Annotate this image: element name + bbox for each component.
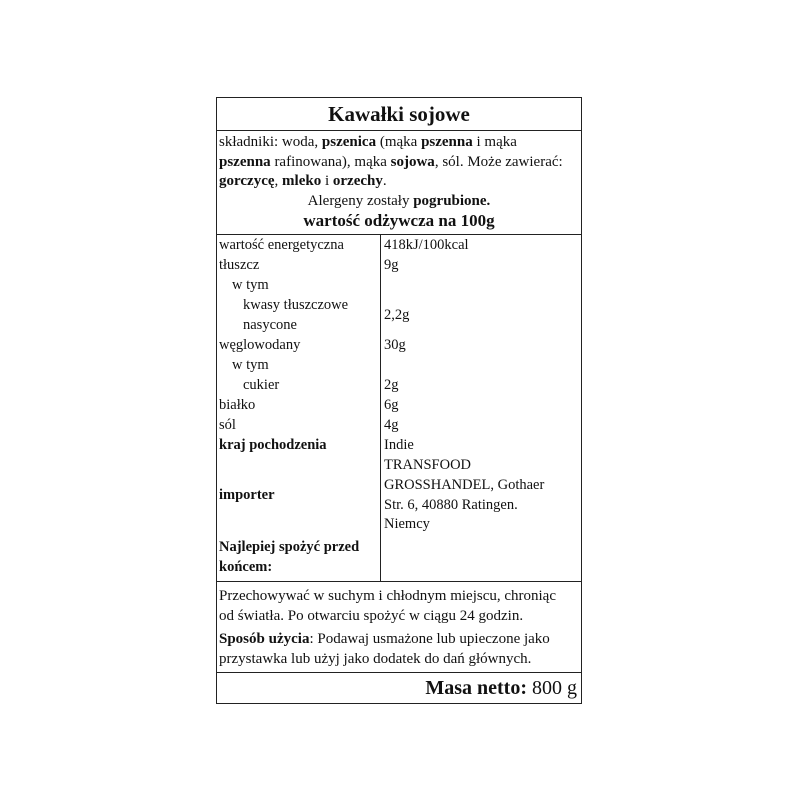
text-segment-3: i bbox=[321, 173, 333, 189]
bold-segment-1: pogrubione. bbox=[413, 192, 491, 209]
nutrition-row-energy bbox=[217, 235, 581, 255]
nutrition-row-fat bbox=[217, 255, 581, 275]
usage-line-2: przystawka lub użyj jako dodatek do dań głównych. bbox=[219, 651, 532, 668]
nutrition-row-sugar bbox=[217, 375, 581, 395]
ingredients-line-3 bbox=[219, 172, 579, 192]
energy-label: wartość energetyczna bbox=[217, 235, 381, 255]
best-before-label bbox=[217, 535, 381, 581]
importer-line-3: Str. 6, 40880 Ratingen. bbox=[384, 496, 518, 513]
nutrition-heading: wartość odżywcza na 100g bbox=[303, 211, 495, 230]
salt-value: 4g bbox=[384, 417, 399, 433]
saturates-label-line-1: kwasy tłuszczowe bbox=[243, 297, 349, 313]
origin-label: kraj pochodzenia bbox=[217, 435, 381, 455]
importer-row bbox=[217, 455, 581, 535]
nutrition-row-carbs-of-which bbox=[217, 355, 581, 375]
bold-segment-1: pszenica bbox=[321, 134, 377, 150]
fat-of-which-label: w tym bbox=[217, 275, 381, 295]
text-segment-1: , bbox=[274, 173, 283, 189]
ingredients-line-1 bbox=[219, 133, 579, 153]
bold-segment-4: orzechy bbox=[332, 173, 383, 189]
storage-line-2: od światła. Po otwarciu spożyć w ciągu 24 godzin. bbox=[219, 608, 524, 625]
fat-label: tłuszcz bbox=[217, 255, 381, 275]
bold-segment-2: sojowa bbox=[390, 153, 435, 170]
usage-label: Sposób użycia bbox=[219, 631, 310, 648]
carbs-of-which-label: w tym bbox=[217, 355, 381, 375]
carbs-label: węglowodany bbox=[217, 335, 381, 355]
sugar-value: 2g bbox=[384, 377, 399, 393]
bold-segment-3: pszenna bbox=[421, 134, 473, 150]
product-label bbox=[216, 97, 582, 704]
net-mass bbox=[217, 673, 581, 703]
best-before-label-line-1: Najlepiej spożyć przed bbox=[219, 539, 360, 556]
usage-instructions bbox=[217, 629, 581, 673]
best-before-value bbox=[381, 535, 581, 581]
importer-address bbox=[381, 455, 581, 535]
best-before-label-line-2: końcem: bbox=[219, 559, 273, 576]
importer-line-4: Niemcy bbox=[384, 516, 430, 533]
best-before-row bbox=[217, 535, 581, 582]
saturates-label bbox=[217, 295, 381, 335]
text-segment-3: , sól. Może zawierać: bbox=[434, 153, 563, 170]
protein-value: 6g bbox=[384, 397, 399, 413]
text-segment-5: . bbox=[382, 173, 387, 189]
storage-instructions bbox=[217, 582, 581, 629]
storage-line-1: Przechowywać w suchym i chłodnym miejscu, chroniąc bbox=[219, 588, 556, 605]
ingredients-line-2 bbox=[219, 153, 579, 173]
energy-value: 418kJ/100kcal bbox=[384, 237, 469, 253]
ingredients-section bbox=[217, 131, 581, 235]
nutrition-row-fat-of-which bbox=[217, 275, 581, 295]
nutrition-row-saturates bbox=[217, 295, 581, 335]
sugar-label: cukier bbox=[217, 375, 381, 395]
allergen-note bbox=[219, 192, 579, 212]
origin-row bbox=[217, 435, 581, 455]
fat-value: 9g bbox=[384, 257, 399, 273]
text-segment-0: składniki: woda, bbox=[219, 134, 322, 150]
net-mass-value: 800 g bbox=[527, 677, 577, 700]
product-title: Kawałki sojowe bbox=[217, 98, 581, 131]
bold-segment-0: pszenna bbox=[219, 153, 271, 170]
importer-line-1: TRANSFOOD bbox=[384, 457, 472, 473]
usage-line-1 bbox=[219, 629, 579, 649]
bold-segment-2: mleko bbox=[282, 173, 322, 189]
nutrition-row-protein bbox=[217, 395, 581, 415]
text-segment-2: (mąka bbox=[376, 134, 422, 150]
nutrition-row-carbs bbox=[217, 335, 581, 355]
protein-label: białko bbox=[217, 395, 381, 415]
text-segment-0: Alergeny zostały bbox=[307, 192, 414, 209]
saturates-value: 2,2g bbox=[384, 307, 410, 323]
salt-label: sól bbox=[217, 415, 381, 435]
origin-value: Indie bbox=[384, 437, 414, 453]
importer-line-2: GROSSHANDEL, Gothaer bbox=[384, 476, 545, 493]
text-segment-1: rafinowana), mąka bbox=[270, 153, 391, 170]
carbs-value: 30g bbox=[384, 337, 406, 353]
bold-segment-0: gorczycę bbox=[219, 173, 275, 189]
usage-text-1: : Podawaj usmażone lub upieczone jako bbox=[309, 631, 550, 648]
nutrition-row-salt bbox=[217, 415, 581, 435]
importer-label: importer bbox=[217, 455, 381, 535]
net-mass-label: Masa netto: bbox=[425, 677, 527, 700]
saturates-label-line-2: nasycone bbox=[243, 317, 297, 333]
text-segment-4: i mąka bbox=[472, 134, 517, 150]
